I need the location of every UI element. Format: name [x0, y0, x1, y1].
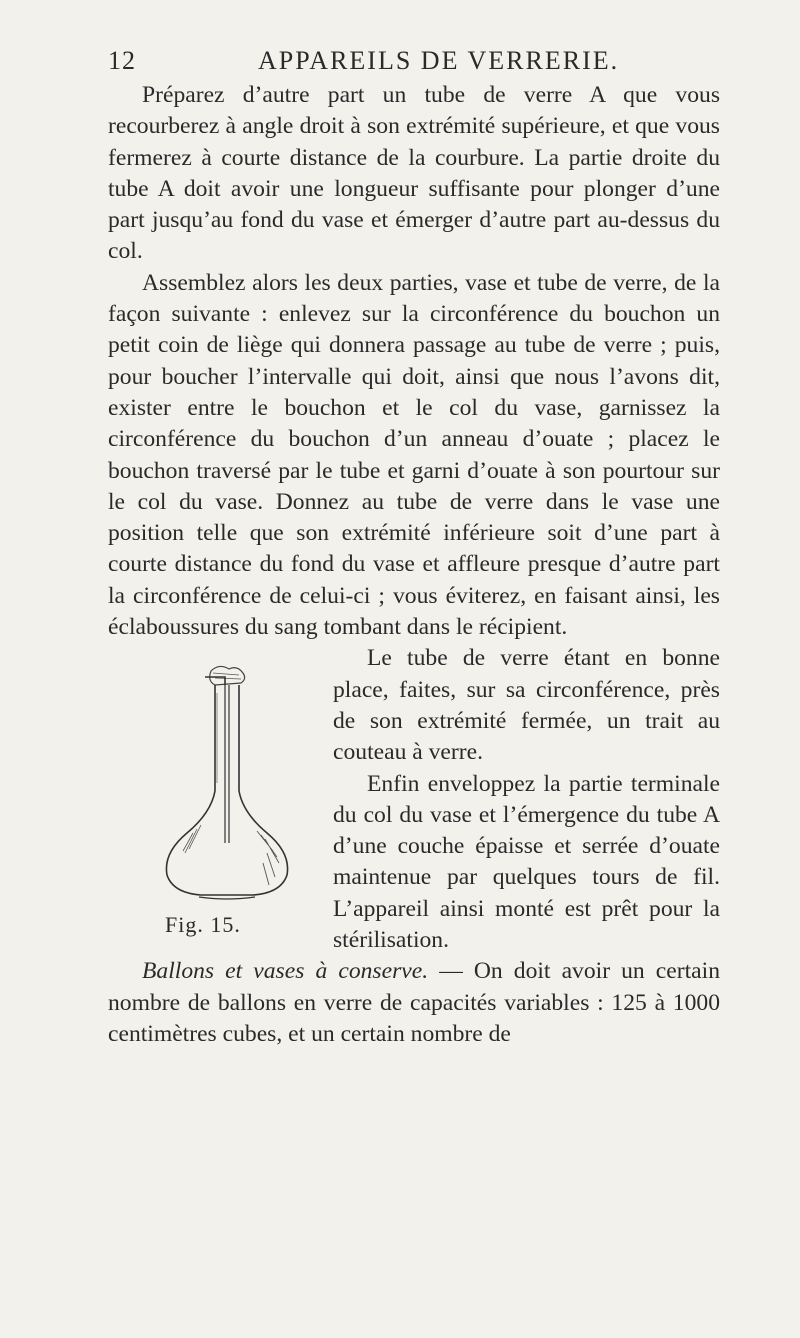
section-title: Ballons et vases à conserve. — [142, 958, 429, 985]
running-title: APPAREILS DE VERRERIE. — [258, 46, 620, 75]
flask-with-tube-icon — [153, 663, 303, 903]
paragraph-5 — [108, 956, 720, 1050]
paragraph-5-text: — On doit avoir un certain nombre de ballons en verre de capacités variables : 125 à 1000 centimètres cubes, et un certain nombre de — [108, 958, 720, 1047]
figure-15 — [105, 643, 327, 938]
page-number: 12 — [108, 46, 136, 75]
paragraph-3: Le tube de verre étant en bonne place, faites, sur sa circonférence, près de son extrémité fermée, un trait au couteau à verre. — [333, 645, 720, 766]
body-text — [108, 80, 720, 1050]
figure-caption: Fig. 15. — [165, 912, 241, 938]
paragraph-2: Assemblez alors les deux parties, vase et tube de verre, de la façon suivante : enlevez sur la circonférence du bouchon un petit coin de liège qui donnera passage au tube de verre ; puis, pour boucher l’intervalle qui doit, ainsi que nous l’avons dit, exister entre le bouchon et le col du vase, garnissez la circonférence du bouchon d’un anneau d’ouate ; placez le bouchon traversé par le tube et garni d’ouate à son pourtour sur le col du vase. Donnez au tube de verre dans le vase une position telle que son extrémité inférieure soit d’une part à courte distance du fond du vase et affleure presque d’autre part la circonférence de celui-ci ; vous éviterez, en faisant ainsi, les éclaboussures du sang tombant dans le récipient. — [108, 269, 720, 641]
page-header — [108, 46, 720, 82]
paragraph-1: Préparez d’autre part un tube de verre A que vous recourberez à angle droit à son extrémité supérieure, et que vous fermerez à courte distance de la courbure. La partie droite du tube A doit avoir une longueur suffisante pour plonger d’une part jusqu’au fond du vase et émerger d’autre part au-dessus du col. — [108, 82, 720, 265]
paragraph-4: Enfin enveloppez la partie terminale du col du vase et l’émergence du tube A d’une couche épaisse et serrée d’ouate maintenue par quelques tours de fil. L’appareil ainsi monté est prêt pour la stérilisation. — [333, 770, 720, 954]
